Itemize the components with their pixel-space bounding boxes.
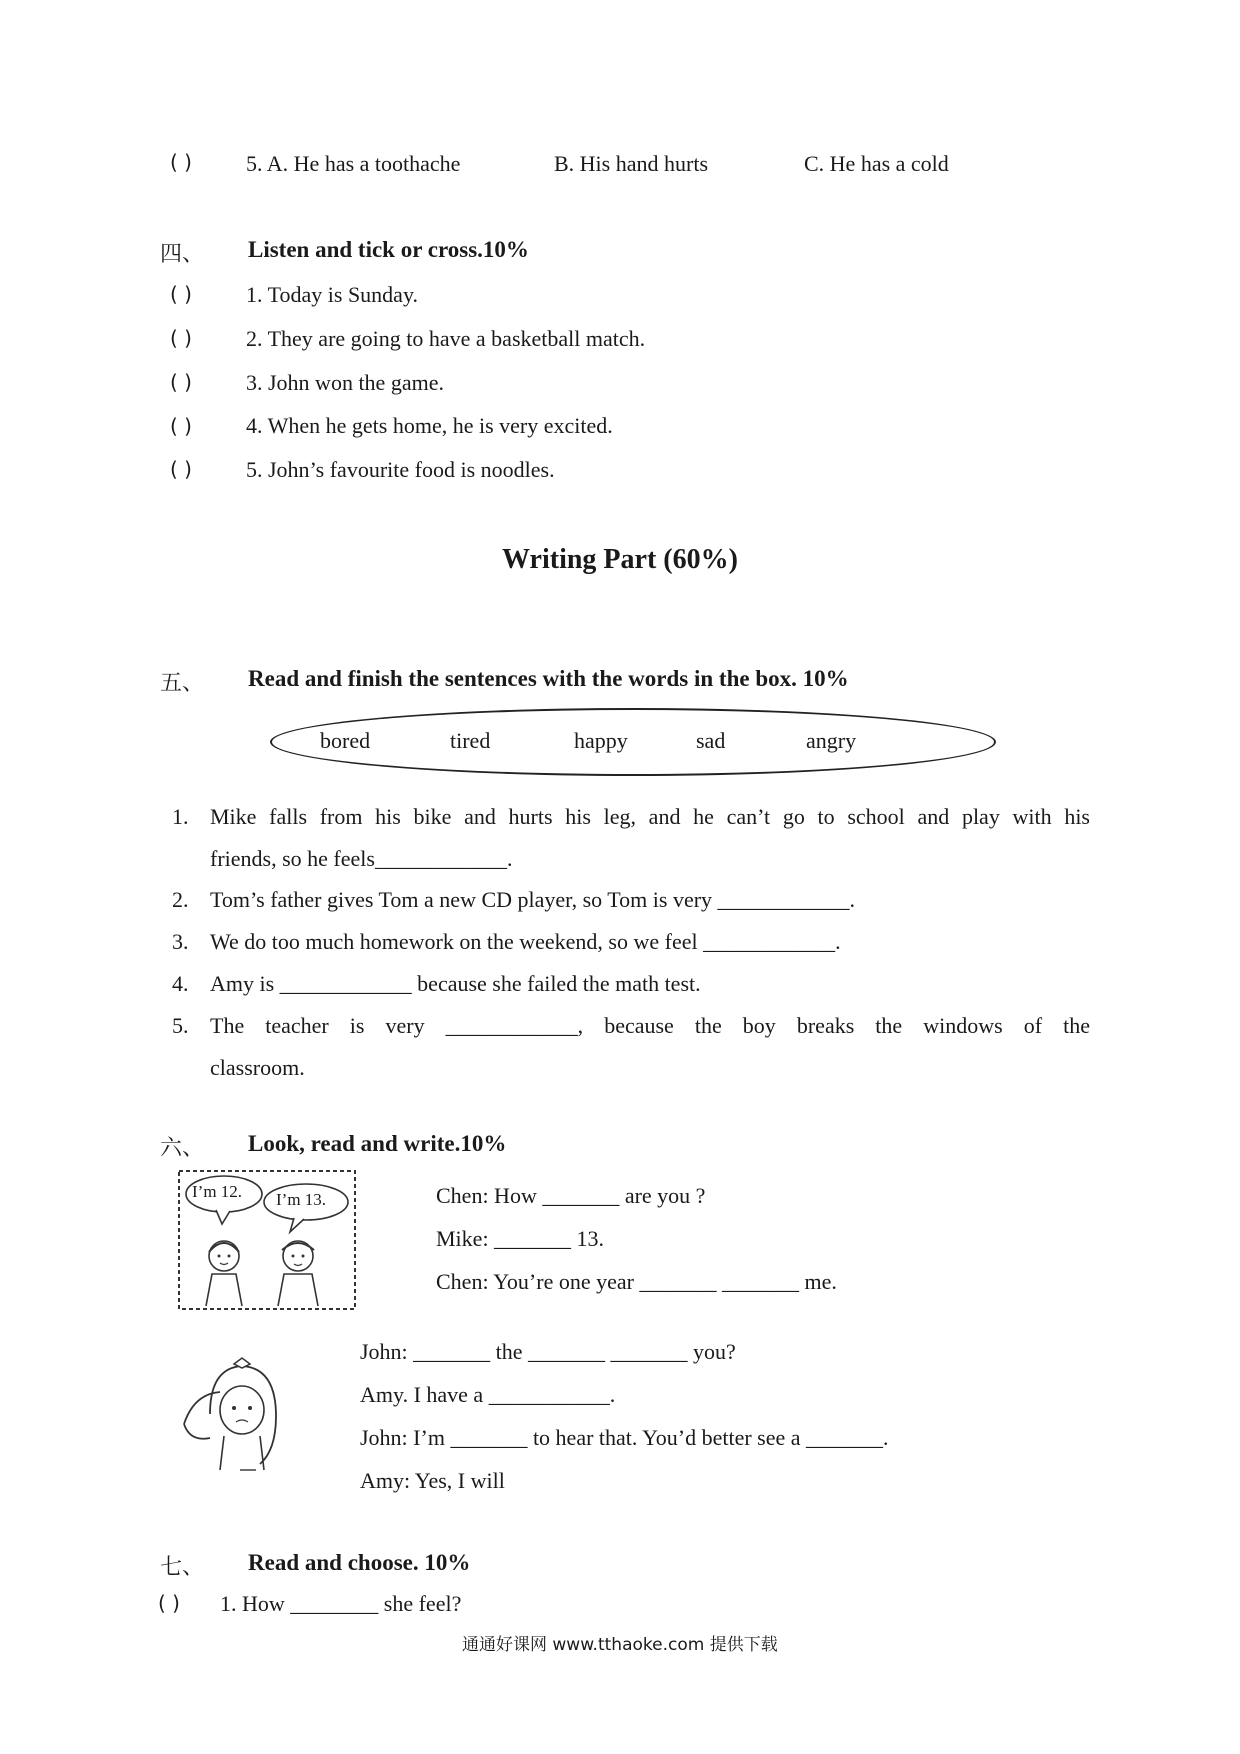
choose-question-1: 1. How ________ she feel?	[220, 1591, 462, 1616]
sentence-5-line-1: The teacher is very ____________, because the boy breaks the windows of the	[210, 1013, 1090, 1038]
sentence-number-3: 3.	[172, 929, 189, 954]
sentence-5-line-2: classroom.	[210, 1055, 305, 1080]
word-sad: sad	[696, 728, 726, 753]
bubble-text-right: I’m 13.	[276, 1190, 327, 1209]
sentence-1-line-2: friends, so he feels____________.	[210, 846, 513, 871]
section-5-title: Read and finish the sentences with the words in the box. 10%	[248, 666, 849, 691]
sentence-number-1: 1.	[172, 804, 189, 829]
dialog1-line-3: Chen: You’re one year _______ _______ me.	[436, 1269, 837, 1294]
girl-headache-picture	[180, 1354, 300, 1474]
listen-item-5: 5. John’s favourite food is noodles.	[246, 457, 555, 482]
girl-figure	[209, 1241, 239, 1271]
section-6-title: Look, read and write.10%	[248, 1131, 507, 1156]
section-5-number: 五、	[160, 671, 205, 696]
section-7-number: 七、	[160, 1555, 205, 1580]
word-bored: bored	[320, 728, 371, 753]
section-7-title: Read and choose. 10%	[248, 1550, 471, 1575]
section-6-number: 六、	[160, 1136, 205, 1161]
sentence-number-5: 5.	[172, 1013, 189, 1038]
answer-paren: ( )	[170, 282, 192, 306]
sentence-number-4: 4.	[172, 971, 189, 996]
section-4-title: Listen and tick or cross.10%	[248, 237, 529, 262]
footer-source: 通通好课网 www.tthaoke.com 提供下载	[462, 1635, 778, 1655]
dialog2-line-1: John: _______ the _______ _______ you?	[360, 1339, 736, 1364]
word-tired: tired	[450, 728, 491, 753]
writing-part-title: Writing Part (60%)	[502, 544, 738, 575]
answer-paren: ( )	[170, 150, 192, 174]
listen-item-3: 3. John won the game.	[246, 370, 444, 395]
sentence-number-2: 2.	[172, 887, 189, 912]
question-5-option-a: 5. A. He has a toothache	[246, 151, 461, 176]
word-happy: happy	[574, 728, 628, 753]
dialog2-line-3: John: I’m _______ to hear that. You’d better see a _______.	[360, 1425, 889, 1450]
sentence-2: Tom’s father gives Tom a new CD player, so Tom is very ____________.	[210, 887, 856, 912]
sentence-4: Amy is ____________ because she failed the math test.	[210, 971, 701, 996]
sentence-1-line-1: Mike falls from his bike and hurts his leg, and he can’t go to school and play with his	[210, 804, 1090, 829]
answer-paren: ( )	[170, 414, 192, 438]
dialog1-line-1: Chen: How _______ are you ?	[436, 1183, 706, 1208]
answer-paren: ( )	[170, 326, 192, 350]
answer-paren: ( )	[170, 457, 192, 481]
listen-item-4: 4. When he gets home, he is very excited.	[246, 413, 613, 438]
listen-item-1: 1. Today is Sunday.	[246, 282, 419, 307]
answer-paren: ( )	[170, 370, 192, 394]
dialog2-line-2: Amy. I have a ___________.	[360, 1382, 616, 1407]
question-5-option-b: B. His hand hurts	[554, 151, 708, 176]
bubble-text-left: I’m 12.	[192, 1182, 243, 1201]
section-4-number: 四、	[160, 242, 205, 267]
dialog2-line-4: Amy: Yes, I will	[360, 1468, 505, 1493]
question-5-option-c: C. He has a cold	[804, 151, 949, 176]
sentence-3: We do too much homework on the weekend, so we feel ____________.	[210, 929, 841, 954]
listen-item-2: 2. They are going to have a basketball match.	[246, 326, 646, 351]
answer-paren: ( )	[158, 1591, 180, 1615]
word-angry: angry	[806, 728, 857, 753]
dialog1-line-2: Mike: _______ 13.	[436, 1226, 605, 1251]
word-box	[270, 708, 996, 776]
